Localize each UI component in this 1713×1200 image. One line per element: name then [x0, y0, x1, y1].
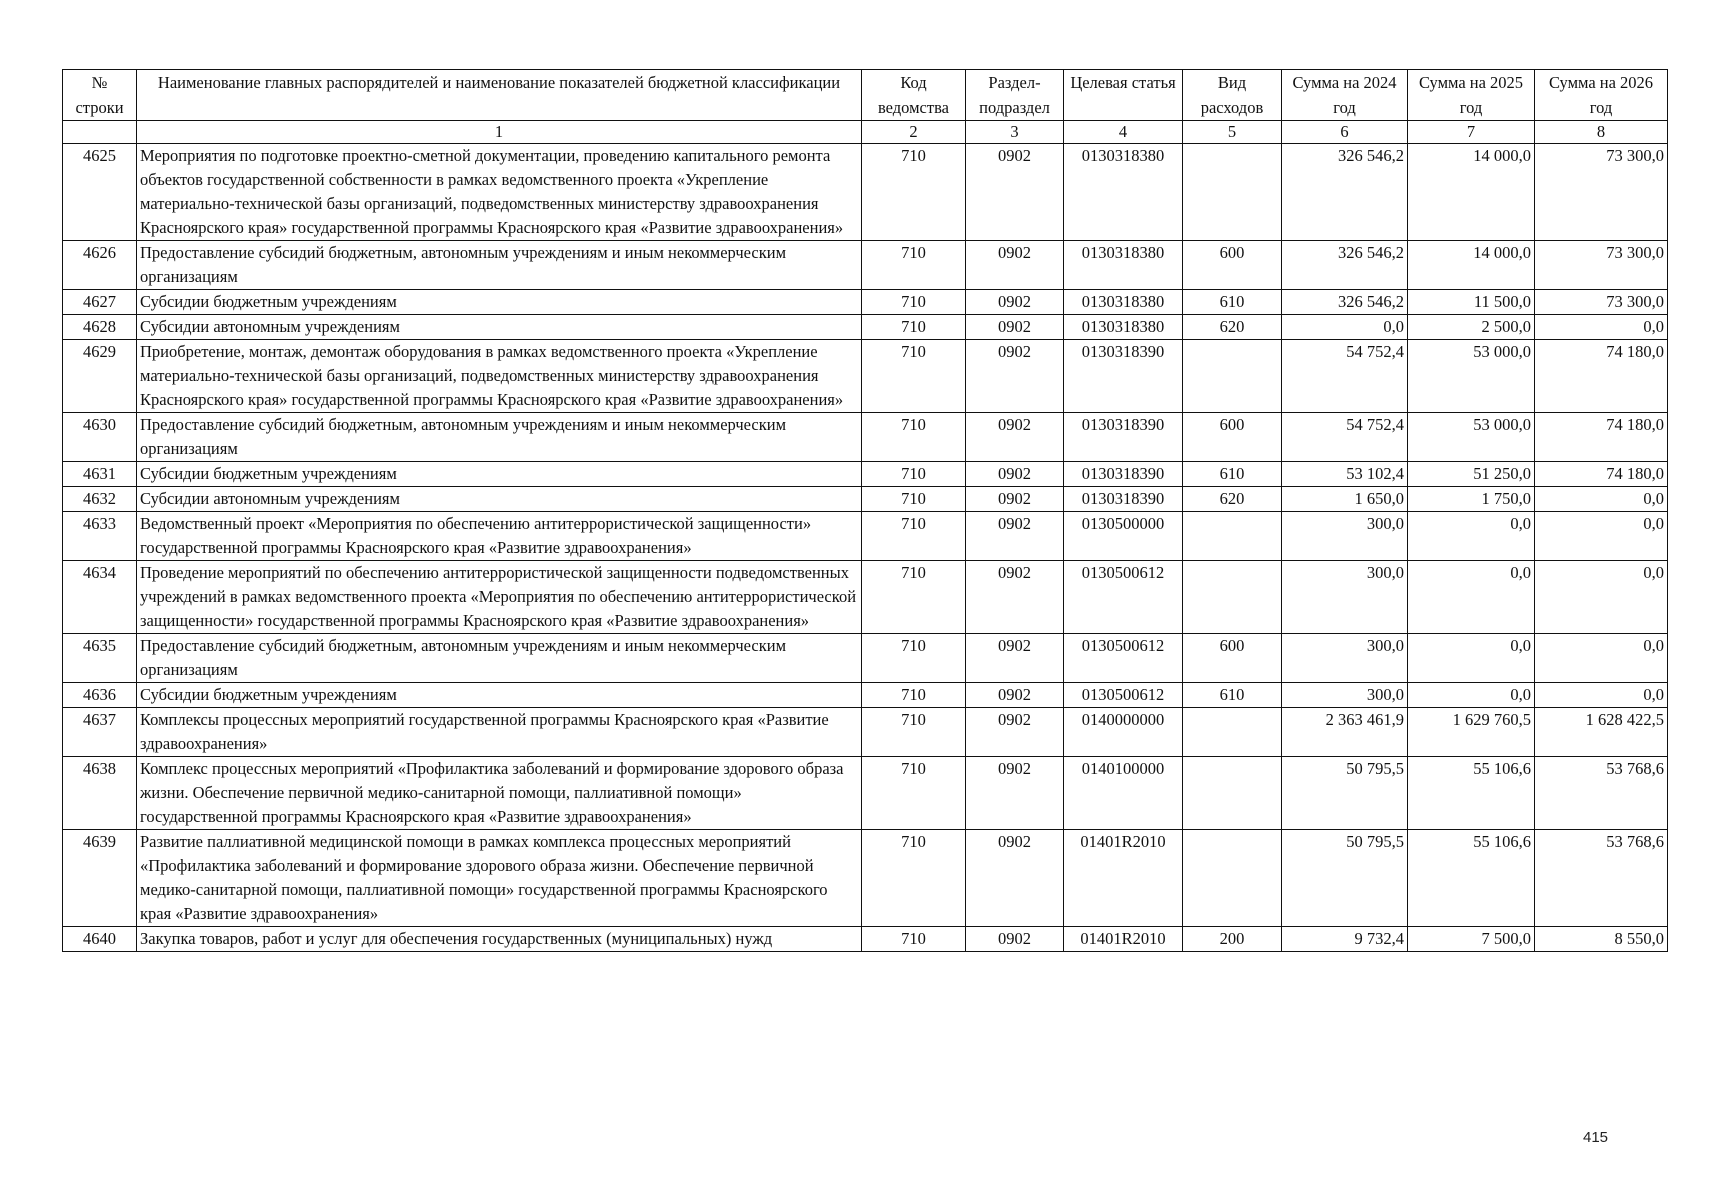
column-number: 2	[862, 121, 966, 144]
row-dept-code: 710	[862, 927, 966, 952]
row-sum-2026: 74 180,0	[1535, 340, 1668, 413]
column-number: 8	[1535, 121, 1668, 144]
row-number: 4625	[63, 144, 137, 241]
row-sum-2024: 326 546,2	[1282, 241, 1408, 290]
row-sum-2024: 50 795,5	[1282, 830, 1408, 927]
row-sum-2025: 0,0	[1408, 561, 1535, 634]
row-sum-2024: 0,0	[1282, 315, 1408, 340]
row-expense-type: 600	[1183, 241, 1282, 290]
row-sum-2024: 300,0	[1282, 683, 1408, 708]
row-expense-type	[1183, 512, 1282, 561]
row-sum-2024: 1 650,0	[1282, 487, 1408, 512]
row-name: Развитие паллиативной медицинской помощи в рамках комплекса процессных мероприятий «Профилактика заболеваний и формирование здорового образа жизни. Обеспечение первичной медико-санитарной помощи, паллиативной помощи» государственной программы Красноярского края «Развитие здравоохранения»	[137, 830, 862, 927]
row-number: 4634	[63, 561, 137, 634]
header-expense-type: Вид расходов	[1183, 70, 1282, 121]
row-sum-2026: 0,0	[1535, 683, 1668, 708]
row-sum-2026: 0,0	[1535, 315, 1668, 340]
row-sum-2024: 53 102,4	[1282, 462, 1408, 487]
row-sum-2026: 1 628 422,5	[1535, 708, 1668, 757]
page-number: 415	[1583, 1129, 1609, 1146]
header-sum-2025: Сумма на 2025 год	[1408, 70, 1535, 121]
table-row	[63, 413, 1668, 462]
row-sum-2024: 300,0	[1282, 561, 1408, 634]
row-expense-type: 610	[1183, 290, 1282, 315]
row-number: 4628	[63, 315, 137, 340]
row-section: 0902	[966, 413, 1064, 462]
table-row	[63, 927, 1668, 952]
budget-sheet	[62, 69, 1667, 952]
header-row	[63, 70, 1668, 121]
row-expense-type	[1183, 708, 1282, 757]
row-number: 4630	[63, 413, 137, 462]
row-dept-code: 710	[862, 462, 966, 487]
row-dept-code: 710	[862, 241, 966, 290]
row-expense-type: 600	[1183, 634, 1282, 683]
column-number: 1	[137, 121, 862, 144]
row-sum-2026: 73 300,0	[1535, 144, 1668, 241]
row-sum-2025: 0,0	[1408, 512, 1535, 561]
row-sum-2026: 74 180,0	[1535, 413, 1668, 462]
column-number-row	[63, 121, 1668, 144]
row-sum-2024: 9 732,4	[1282, 927, 1408, 952]
table-row	[63, 487, 1668, 512]
row-target: 01401R2010	[1064, 927, 1183, 952]
row-name: Предоставление субсидий бюджетным, автономным учреждениям и иным некоммерческим организациям	[137, 634, 862, 683]
row-target: 0140100000	[1064, 757, 1183, 830]
row-sum-2025: 14 000,0	[1408, 144, 1535, 241]
row-number: 4631	[63, 462, 137, 487]
row-sum-2026: 74 180,0	[1535, 462, 1668, 487]
row-sum-2025: 2 500,0	[1408, 315, 1535, 340]
row-dept-code: 710	[862, 683, 966, 708]
row-dept-code: 710	[862, 708, 966, 757]
row-name: Предоставление субсидий бюджетным, автономным учреждениям и иным некоммерческим организациям	[137, 413, 862, 462]
table-row	[63, 634, 1668, 683]
column-number-blank	[63, 121, 137, 144]
row-sum-2025: 1 629 760,5	[1408, 708, 1535, 757]
row-target: 0130318380	[1064, 315, 1183, 340]
row-target: 0130318380	[1064, 290, 1183, 315]
row-sum-2025: 1 750,0	[1408, 487, 1535, 512]
row-name: Субсидии бюджетным учреждениям	[137, 462, 862, 487]
row-sum-2025: 55 106,6	[1408, 757, 1535, 830]
row-section: 0902	[966, 634, 1064, 683]
row-sum-2026: 8 550,0	[1535, 927, 1668, 952]
row-target: 01401R2010	[1064, 830, 1183, 927]
row-sum-2026: 0,0	[1535, 487, 1668, 512]
row-dept-code: 710	[862, 830, 966, 927]
row-sum-2026: 73 300,0	[1535, 290, 1668, 315]
row-sum-2025: 0,0	[1408, 683, 1535, 708]
row-number: 4629	[63, 340, 137, 413]
row-name: Проведение мероприятий по обеспечению антитеррористической защищенности подведомственных учреждений в рамках ведомственного проекта «Мероприятия по обеспечению антитеррористической защищенности» государственной программы Красноярского края «Развитие здравоохранения»	[137, 561, 862, 634]
row-target: 0140000000	[1064, 708, 1183, 757]
row-dept-code: 710	[862, 290, 966, 315]
table-row	[63, 340, 1668, 413]
table-row	[63, 512, 1668, 561]
row-sum-2024: 326 546,2	[1282, 290, 1408, 315]
row-name: Закупка товаров, работ и услуг для обеспечения государственных (муниципальных) нужд	[137, 927, 862, 952]
row-name: Приобретение, монтаж, демонтаж оборудования в рамках ведомственного проекта «Укрепление материально-технической базы организаций, подведомственных министерству здравоохранения Красноярского края» государственной программы Красноярского края «Развитие здравоохранения»	[137, 340, 862, 413]
row-section: 0902	[966, 561, 1064, 634]
row-dept-code: 710	[862, 413, 966, 462]
row-section: 0902	[966, 340, 1064, 413]
row-target: 0130318390	[1064, 340, 1183, 413]
header-target: Целевая статья	[1064, 70, 1183, 121]
row-expense-type	[1183, 340, 1282, 413]
row-number: 4636	[63, 683, 137, 708]
row-target: 0130500612	[1064, 561, 1183, 634]
header-sum-2026: Сумма на 2026 год	[1535, 70, 1668, 121]
row-sum-2025: 53 000,0	[1408, 413, 1535, 462]
row-target: 0130318390	[1064, 462, 1183, 487]
row-sum-2026: 0,0	[1535, 561, 1668, 634]
row-expense-type	[1183, 561, 1282, 634]
row-sum-2025: 7 500,0	[1408, 927, 1535, 952]
row-sum-2025: 11 500,0	[1408, 290, 1535, 315]
row-sum-2024: 50 795,5	[1282, 757, 1408, 830]
row-dept-code: 710	[862, 512, 966, 561]
table-row	[63, 708, 1668, 757]
row-sum-2025: 53 000,0	[1408, 340, 1535, 413]
row-number: 4627	[63, 290, 137, 315]
row-sum-2024: 326 546,2	[1282, 144, 1408, 241]
row-number: 4638	[63, 757, 137, 830]
row-target: 0130500000	[1064, 512, 1183, 561]
row-section: 0902	[966, 683, 1064, 708]
row-number: 4632	[63, 487, 137, 512]
row-number: 4626	[63, 241, 137, 290]
table-row	[63, 683, 1668, 708]
row-name: Мероприятия по подготовке проектно-сметной документации, проведению капитального ремонта объектов государственной собственности в рамках ведомственного проекта «Укрепление материально-технической базы организаций, подведомственных министерству здравоохранения Красноярского края» государственной программы Красноярского края «Развитие здравоохранения»	[137, 144, 862, 241]
row-name: Субсидии автономным учреждениям	[137, 315, 862, 340]
row-expense-type: 200	[1183, 927, 1282, 952]
row-name: Ведомственный проект «Мероприятия по обеспечению антитеррористической защищенности» государственной программы Красноярского края «Развитие здравоохранения»	[137, 512, 862, 561]
row-section: 0902	[966, 290, 1064, 315]
row-expense-type	[1183, 757, 1282, 830]
row-number: 4635	[63, 634, 137, 683]
row-name: Субсидии бюджетным учреждениям	[137, 683, 862, 708]
table-body	[63, 144, 1668, 952]
column-number: 6	[1282, 121, 1408, 144]
row-name: Комплекс процессных мероприятий «Профилактика заболеваний и формирование здорового образа жизни. Обеспечение первичной медико-санитарной помощи, паллиативной помощи» государственной программы Красноярского края «Развитие здравоохранения»	[137, 757, 862, 830]
row-sum-2025: 0,0	[1408, 634, 1535, 683]
row-section: 0902	[966, 927, 1064, 952]
row-section: 0902	[966, 708, 1064, 757]
row-sum-2024: 54 752,4	[1282, 340, 1408, 413]
table-row	[63, 757, 1668, 830]
header-sum-2024: Сумма на 2024 год	[1282, 70, 1408, 121]
row-section: 0902	[966, 241, 1064, 290]
row-section: 0902	[966, 144, 1064, 241]
row-sum-2024: 2 363 461,9	[1282, 708, 1408, 757]
table-row	[63, 462, 1668, 487]
row-sum-2026: 0,0	[1535, 512, 1668, 561]
row-sum-2024: 300,0	[1282, 634, 1408, 683]
budget-table	[62, 69, 1668, 952]
row-dept-code: 710	[862, 487, 966, 512]
row-section: 0902	[966, 462, 1064, 487]
row-dept-code: 710	[862, 561, 966, 634]
row-sum-2025: 51 250,0	[1408, 462, 1535, 487]
header-row-no: № строки	[63, 70, 137, 121]
row-name: Субсидии бюджетным учреждениям	[137, 290, 862, 315]
row-sum-2026: 73 300,0	[1535, 241, 1668, 290]
row-expense-type: 600	[1183, 413, 1282, 462]
row-dept-code: 710	[862, 757, 966, 830]
column-number: 4	[1064, 121, 1183, 144]
row-number: 4633	[63, 512, 137, 561]
row-number: 4640	[63, 927, 137, 952]
row-expense-type	[1183, 830, 1282, 927]
row-name: Субсидии автономным учреждениям	[137, 487, 862, 512]
row-target: 0130318380	[1064, 144, 1183, 241]
row-sum-2025: 55 106,6	[1408, 830, 1535, 927]
table-row	[63, 315, 1668, 340]
table-row	[63, 561, 1668, 634]
table-row	[63, 290, 1668, 315]
table-row	[63, 241, 1668, 290]
header-name: Наименование главных распорядителей и наименование показателей бюджетной классификации	[137, 70, 862, 121]
table-row	[63, 144, 1668, 241]
row-expense-type: 610	[1183, 683, 1282, 708]
row-dept-code: 710	[862, 340, 966, 413]
row-sum-2024: 300,0	[1282, 512, 1408, 561]
row-number: 4639	[63, 830, 137, 927]
row-dept-code: 710	[862, 144, 966, 241]
table-row	[63, 830, 1668, 927]
row-expense-type: 620	[1183, 315, 1282, 340]
row-target: 0130318390	[1064, 487, 1183, 512]
row-dept-code: 710	[862, 634, 966, 683]
column-number: 5	[1183, 121, 1282, 144]
row-sum-2026: 53 768,6	[1535, 757, 1668, 830]
column-number: 7	[1408, 121, 1535, 144]
row-name: Предоставление субсидий бюджетным, автономным учреждениям и иным некоммерческим организациям	[137, 241, 862, 290]
row-section: 0902	[966, 757, 1064, 830]
row-target: 0130500612	[1064, 683, 1183, 708]
row-dept-code: 710	[862, 315, 966, 340]
row-sum-2025: 14 000,0	[1408, 241, 1535, 290]
row-name: Комплексы процессных мероприятий государственной программы Красноярского края «Развитие здравоохранения»	[137, 708, 862, 757]
row-sum-2024: 54 752,4	[1282, 413, 1408, 462]
row-number: 4637	[63, 708, 137, 757]
row-target: 0130500612	[1064, 634, 1183, 683]
row-section: 0902	[966, 487, 1064, 512]
header-section: Раздел-подраздел	[966, 70, 1064, 121]
column-number: 3	[966, 121, 1064, 144]
row-section: 0902	[966, 315, 1064, 340]
row-sum-2026: 53 768,6	[1535, 830, 1668, 927]
row-sum-2026: 0,0	[1535, 634, 1668, 683]
row-section: 0902	[966, 830, 1064, 927]
row-expense-type: 620	[1183, 487, 1282, 512]
row-expense-type	[1183, 144, 1282, 241]
row-section: 0902	[966, 512, 1064, 561]
row-expense-type: 610	[1183, 462, 1282, 487]
header-dept-code: Код ведомства	[862, 70, 966, 121]
row-target: 0130318390	[1064, 413, 1183, 462]
row-target: 0130318380	[1064, 241, 1183, 290]
